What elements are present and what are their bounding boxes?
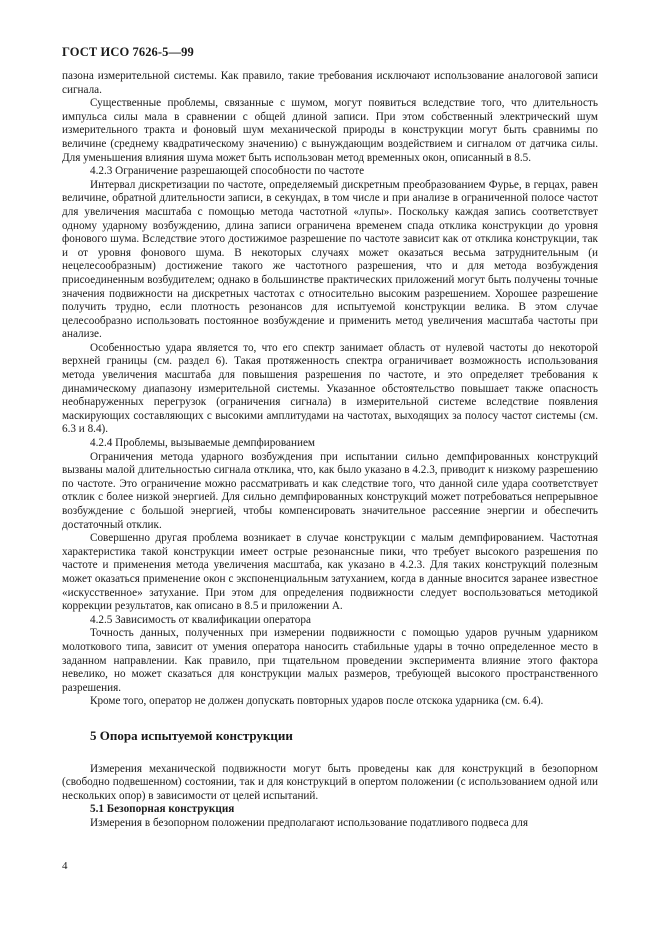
paragraph: Существенные проблемы, связанные с шумом, могут появиться вследствие того, что длительность импульса силы мала в сравнении с общей длиной записи. При этом собственный электрический шум измерительного тракта и фоновый шум механической природы в конструкции могут быть сравнимы по величине (среднему квадратическому значению) с вынуждающим воздействием и сигналом от датчика силы. Для уменьшения влияния шума может быть использован метод временных окон, описанный в 8.5. <box>62 97 598 164</box>
paragraph: Измерения механической подвижности могут быть проведены как для конструкций в безопорном (свободно подвешенном) состоянии, так и для конструкций в опертом положении (с использованием одной или нескольких опор) в зависимости от целей испытаний. <box>62 762 598 802</box>
clause-heading: 4.2.5 Зависимость от квалификации оператора <box>90 613 311 626</box>
paragraph: пазона измерительной системы. Как правило, такие требования исключают использование аналоговой записи сигнала. <box>62 70 598 96</box>
paragraph: Совершенно другая проблема возникает в случае конструкции с малым демпфированием. Частотная характеристика такой конструкции имеет острые резонансные пики, что требует высокого разрешения по частоте и применения метода увеличения масштаба, как указано в 4.2.3. Для таких конструкций полезным может оказаться применение окон с экспоненциальным затуханием, когда в данные вносится заранее известное «искусственное» затухание. При этом для определения подвижности следует воспользоваться методикой коррекции результатов, как описано в 8.5 и приложении А. <box>62 532 598 613</box>
clause-heading: 4.2.3 Ограничение разрешающей способности по частоте <box>90 165 365 178</box>
document-body <box>62 70 598 830</box>
paragraph: Интервал дискретизации по частоте, определяемый дискретным преобразованием Фурье, в герцах, равен величине, обратной длительности записи, в секундах, в том числе и при анализе в ограниченной полосе частот для увеличения масштаба с помощью метода частотной «лупы». Поскольку каждая запись соответствует одному ударному возбуждению, длина записи ограничена временем спада отклика конструкции до уровня фонового шума. Вследствие этого достижимое разрешение по частоте зависит как от отклика конструкции, так и от уровня фонового шума. В некоторых случаях может оказаться весьма затруднительным (и нецелесообразным) достижение такого же частотного разрешения, что и для метода возбуждения присоединенным возбудителем; однако в большинстве практических приложений могут быть получены точные значения подвижности на дискретных частотах с относительно высоким разрешением. Хорошее разрешение получить трудно, если плотность резонансов для испытуемой конструкции велика. В этом случае целесообразно использовать постоянное возбуждение и применить метод увеличения масштаба частоты при анализе. <box>62 178 598 341</box>
paragraph: Ограничения метода ударного возбуждения при испытании сильно демпфированных конструкций вызваны малой длительностью сигнала отклика, что, как было указано в 4.2.3, приводит к низкому разрешению по частоте. Это ограничение можно рассматривать и как следствие того, что данной силе удара соответствует отклик с более низкой энергией. Для сильно демпфированных конструкций может потребоваться непрерывное возбуждение с большой энергией, чтобы компенсировать значительное рассеяние энергии и обеспечить достаточный отклик. <box>62 450 598 531</box>
paragraph: Особенностью удара является то, что его спектр занимает область от нулевой частоты до некоторой верхней границы (см. раздел 6). Такая протяженность спектра ограничивает возможность использования метода увеличения масштаба для повышения разрешения по частоте, и это определяет требования к динамическому диапазону измерительной системы. Указанное обстоятельство повышает также опасность необнаруженных перегрузок (ограничения сигнала) в измерительной системе вследствие появления маскирующих составляющих с высокими амплитудами на частотах, выходящих за полосу частот системы (см. 6.3 и 8.4). <box>62 341 598 436</box>
page-number: 4 <box>62 860 68 872</box>
subsection-title: 5.1 Безопорная конструкция <box>90 803 235 816</box>
clause-heading: 4.2.4 Проблемы, вызываемые демпфированием <box>90 437 316 450</box>
document-header: ГОСТ ИСО 7626-5—99 <box>62 45 194 59</box>
section-title: 5 Опора испытуемой конструкции <box>90 727 293 743</box>
paragraph: Точность данных, полученных при измерении подвижности с помощью ударов ручным ударником молоткового типа, зависит от умения оператора наносить стабильные удары в точно определенное место в заданном направлении. Как правило, при тщательном проведении эксперимента влияние этого фактора невелико, но может сказаться для конструкции малых размеров, требующей высокого пространственного разрешения. <box>62 627 598 694</box>
paragraph: Измерения в безопорном положении предполагают использование податливого подвеса для <box>90 816 528 829</box>
paragraph: Кроме того, оператор не должен допускать повторных ударов после отскока ударника (см. 6.4). <box>90 695 544 708</box>
